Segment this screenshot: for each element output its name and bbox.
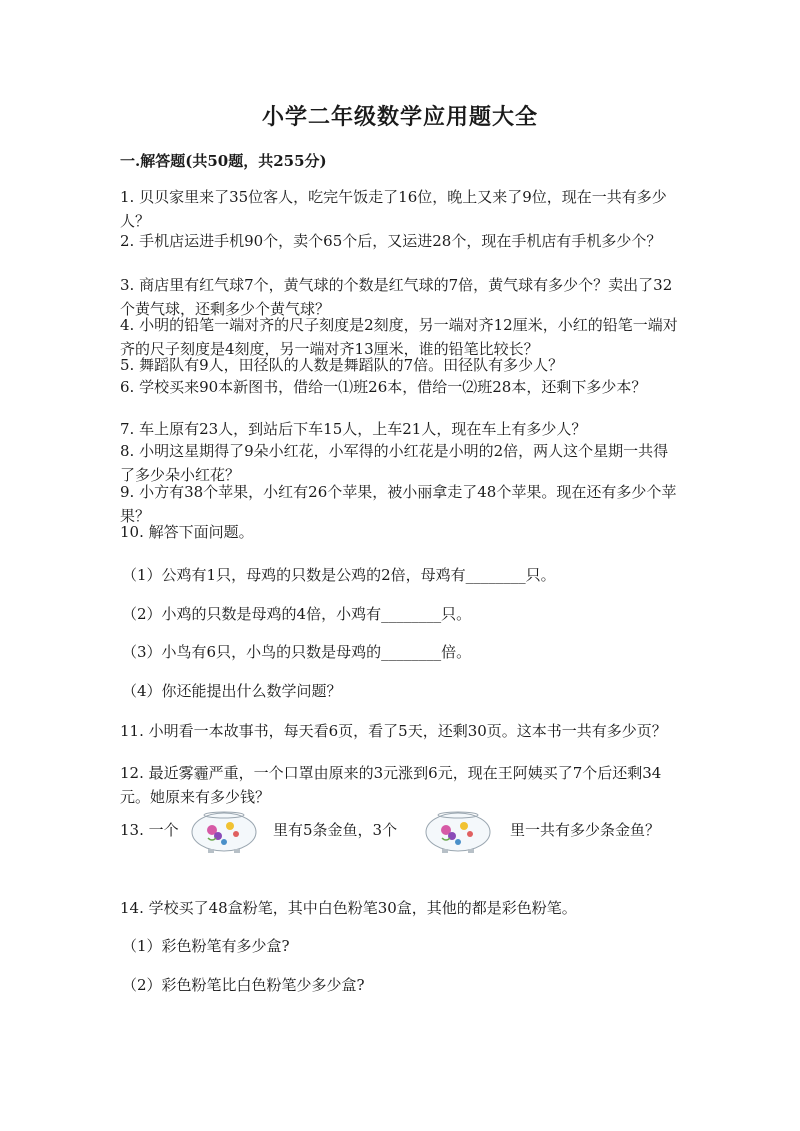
question-11: 11. 小明看一本故事书，每天看6页，看了5天，还剩30页。这本书一共有多少页？ [120,722,667,740]
q10-sub-3 [122,640,471,664]
q10-sub-1-unit: 只。 [525,566,556,584]
question-13-part3: 里一共有多少条金鱼？ [510,821,661,839]
question-13-part2: 里有5条金鱼，3个 [273,821,398,839]
fishbowl-icon [422,808,494,854]
question-3: 3. 商店里有红气球7个，黄气球的个数是红气球的7倍，黄气球有多少个？卖出了32个黄气球，还剩多少个黄气球？ [120,276,673,318]
section-heading: 一.解答题(共50题，共255分) [120,152,327,170]
question-2: 2. 手机店运进手机90个，卖个65个后，又运进28个，现在手机店有手机多少个？ [120,232,662,250]
q10-sub-2-unit: 只。 [441,605,472,623]
q10-sub-4-text: （4）你还能提出什么数学问题？ [122,682,342,700]
q10-sub-2-text: （2）小鸡的只数是母鸡的4倍，小鸡有 [122,605,382,623]
q14-sub-1: （1）彩色粉笔有多少盒? [122,937,290,955]
question-8: 8. 小明这星期得了9朵小红花，小军得的小红花是小明的2倍，两人这个星期一共得了多少朵小红花？ [120,442,669,484]
page-title: 小学二年级数学应用题大全 [261,104,538,130]
answer-blank[interactable]: ________ [465,566,526,584]
question-13-part1: 13. 一个 [120,821,179,839]
question-9: 9. 小方有38个苹果，小红有26个苹果，被小丽拿走了48个苹果。现在还有多少个苹果？ [120,483,677,525]
question-1: 1. 贝贝家里来了35位客人，吃完午饭走了16位，晚上又来了9位，现在一共有多少人？ [120,188,667,230]
question-12: 12. 最近雾霾严重，一个口罩由原来的3元涨到6元，现在王阿姨买了7个后还剩34元。她原来有多少钱？ [120,764,662,806]
q10-sub-3-unit: 倍。 [441,643,472,661]
question-14: 14. 学校买了48盒粉笔，其中白色粉笔30盒，其他的都是彩色粉笔。 [120,899,577,917]
fishbowl-icon [188,808,260,854]
answer-blank[interactable]: ________ [381,605,442,623]
q10-sub-2 [122,602,471,626]
q10-sub-4 [122,679,342,703]
question-7: 7. 车上原有23人，到站后下车15人，上车21人，现在车上有多少人？ [120,420,587,438]
q14-sub-2: （2）彩色粉笔比白色粉笔少多少盒? [122,976,365,994]
question-6: 6. 学校买来90本新图书，借给一⑴班26本，借给一⑵班28本，还剩下多少本？ [120,378,647,396]
question-4: 4. 小明的铅笔一端对齐的尺子刻度是2刻度，另一端对齐12厘米，小红的铅笔一端对齐的尺子刻度是4刻度，另一端对齐13厘米，谁的铅笔比较长？ [120,316,678,358]
q10-sub-1 [122,563,556,587]
q10-sub-3-text: （3）小鸟有6只，小鸟的只数是母鸡的 [122,643,382,661]
question-10: 10. 解答下面问题。 [120,523,254,541]
q10-sub-1-text: （1）公鸡有1只，母鸡的只数是公鸡的2倍，母鸡有 [122,566,466,584]
question-5: 5. 舞蹈队有9人，田径队的人数是舞蹈队的7倍。田径队有多少人？ [120,356,564,374]
answer-blank[interactable]: ________ [381,643,442,661]
